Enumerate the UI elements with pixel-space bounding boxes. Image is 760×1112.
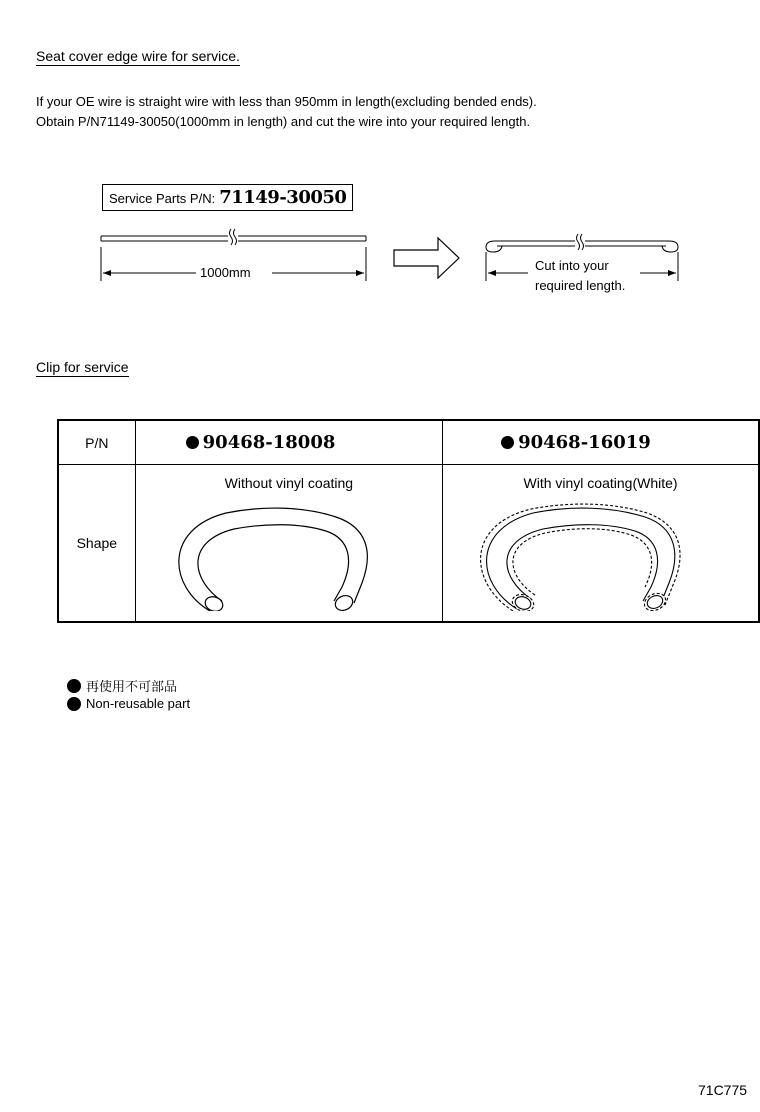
break-mark-icon [575,234,585,251]
non-reusable-dot-icon [67,679,81,693]
section-heading-clip: Clip for service [36,359,129,375]
part2-shape-cell [443,465,759,623]
clip-uncoated-icon [136,491,402,611]
break-mark-icon [228,229,238,246]
document-code: 71C775 [698,1082,748,1098]
instruction-line-1: If your OE wire is straight wire with less than 950mm in length(excluding bended ends). [36,94,537,109]
service-parts-label: Service Parts P/N: [109,191,216,206]
part1-number: 90468-18008 [202,432,336,453]
legend-line-2: Non-reusable part [86,696,191,711]
part1-description: Without vinyl coating [224,475,354,491]
non-reusable-dot-icon [501,436,514,449]
instruction-line-2: Obtain P/N71149-30050(1000mm in length) and cut the wire into your required length. [36,114,531,129]
pn-header: P/N [58,420,135,465]
table-row [58,420,759,465]
shape-header: Shape [58,465,135,623]
legend-japanese [67,676,177,695]
part1-shape-cell [135,465,442,623]
cut-label-line-2: required length. [535,278,626,293]
part2-number: 90468-16019 [518,432,651,453]
part1-pn-cell [135,420,442,465]
cut-label [535,256,625,296]
non-reusable-dot-icon [186,436,199,449]
part2-description: With vinyl coating(White) [523,475,678,491]
table-row [58,465,759,623]
wire-diagram [0,0,760,300]
non-reusable-dot-icon [67,697,81,711]
legend-english [67,696,190,711]
clip-parts-table [57,419,760,623]
legend-line-1: 再使用不可部品 [86,679,178,694]
clip-vinyl-coated-icon [443,491,711,611]
length-label: 1000mm [196,265,255,280]
service-parts-number: 71149-30050 [219,187,347,208]
cut-label-line-1: Cut into your [535,258,609,273]
part2-pn-cell [443,420,759,465]
section-heading-edge-wire: Seat cover edge wire for service. [36,48,240,64]
arrow-right-icon [394,238,459,278]
